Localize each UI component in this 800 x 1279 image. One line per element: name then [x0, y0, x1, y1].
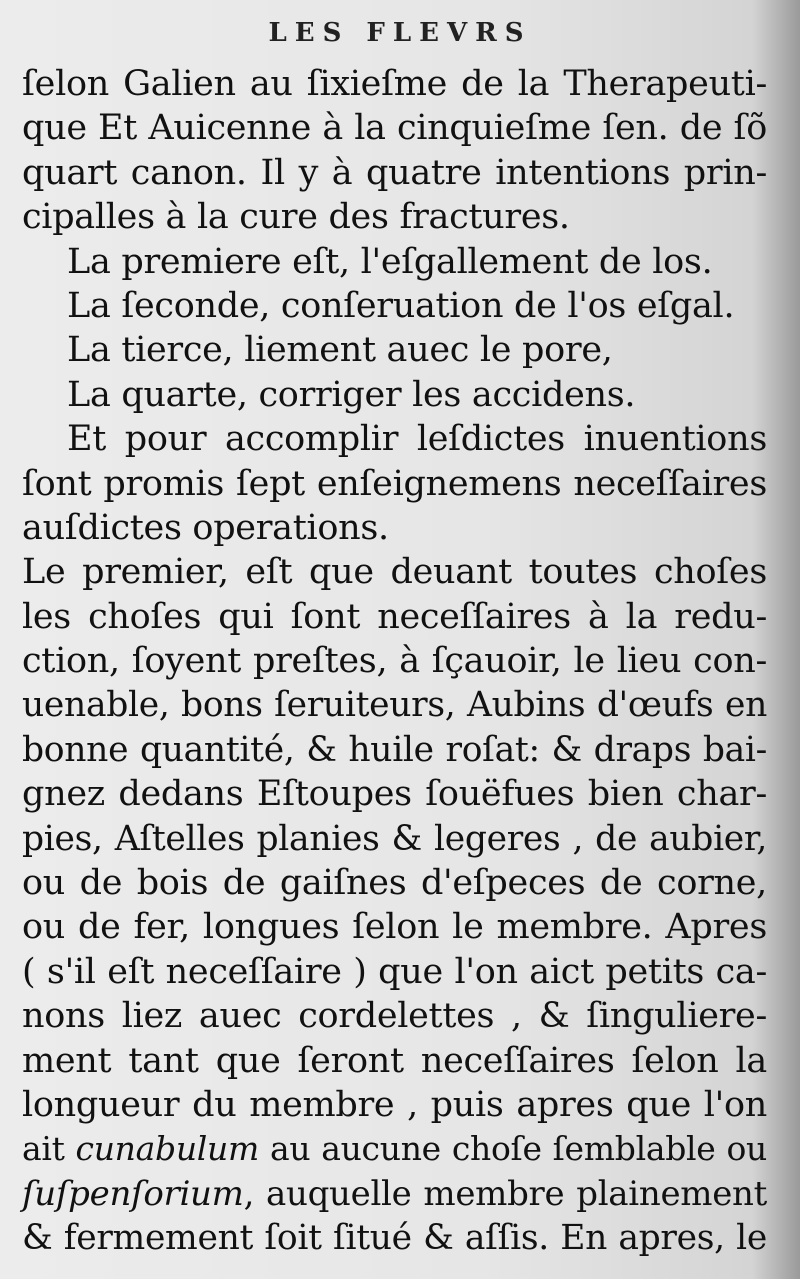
text-line: La tierce, liement auec le pore,: [67, 330, 613, 371]
running-head: LES FLEVRS: [268, 18, 532, 48]
line-segment: , auquelle membre plainement: [243, 1173, 767, 1214]
text-line: La ſeconde, conſeruation de l'os eſgal.: [67, 285, 735, 326]
text-line: gnez dedans Eſtoupes ſouëfues bien char-: [22, 774, 767, 815]
italic-term: cunabulum: [75, 1129, 259, 1169]
text-line: [22, 1172, 767, 1216]
text-line: La quarte, corriger les accidens.: [67, 374, 636, 415]
text-line: ſont promis ſept enſeignemens neceſſaires: [22, 463, 767, 504]
text-line: ction, ſoyent preſtes, à ſçauoir, le lieu con-: [22, 641, 767, 682]
text-line: ou de fer, longues ſelon le membre. Apres: [22, 907, 767, 948]
text-line: La premiere eſt, l'eſgallement de los.: [67, 241, 713, 282]
text-block: [22, 62, 767, 1261]
line-segment: au aucune choſe ſemblable ou: [259, 1129, 768, 1169]
text-line: bonne quantité, & huile roſat: & draps bai-: [22, 729, 767, 770]
text-line: auſdictes operations.: [22, 507, 389, 548]
text-line: les choſes qui ſont neceſſaires à la redu-: [22, 596, 767, 637]
text-line: & fermement ſoit ſitué & aſſis. En apres, le: [22, 1218, 767, 1259]
text-line: Le premier, eſt que deuant toutes choſes: [22, 552, 767, 593]
text-line: cipalles à la cure des fractures.: [22, 197, 570, 238]
line-segment: ait: [22, 1129, 76, 1169]
text-line: uenable, bons ſeruiteurs, Aubins d'œufs en: [22, 685, 767, 726]
italic-term: ſuſpenſorium: [22, 1173, 244, 1214]
text-line: ment tant que ſeront neceſſaires ſelon la: [22, 1040, 767, 1081]
text-line: ſelon Galien au ſixieſme de la Therapeuti-: [22, 64, 767, 104]
text-line: nons liez auec cordelettes , & ſinguliere-: [22, 996, 767, 1037]
text-line: ou de bois de gaiſnes d'eſpeces de corne,: [22, 863, 767, 904]
text-line: longueur du membre , puis apres que l'on: [22, 1084, 767, 1125]
text-line: quart canon. Il y à quatre intentions prin-: [22, 152, 767, 193]
text-line: Et pour accomplir leſdictes inuentions: [67, 419, 767, 460]
text-line: pies, Aſtelles planies & legeres , de aubier,: [22, 818, 767, 859]
text-line: [22, 1127, 767, 1171]
text-line: ( s'il eſt neceſſaire ) que l'on aict petits ca-: [22, 951, 767, 992]
text-line: que Et Auicenne à la cinquieſme ſen. de ſõ: [22, 108, 767, 149]
